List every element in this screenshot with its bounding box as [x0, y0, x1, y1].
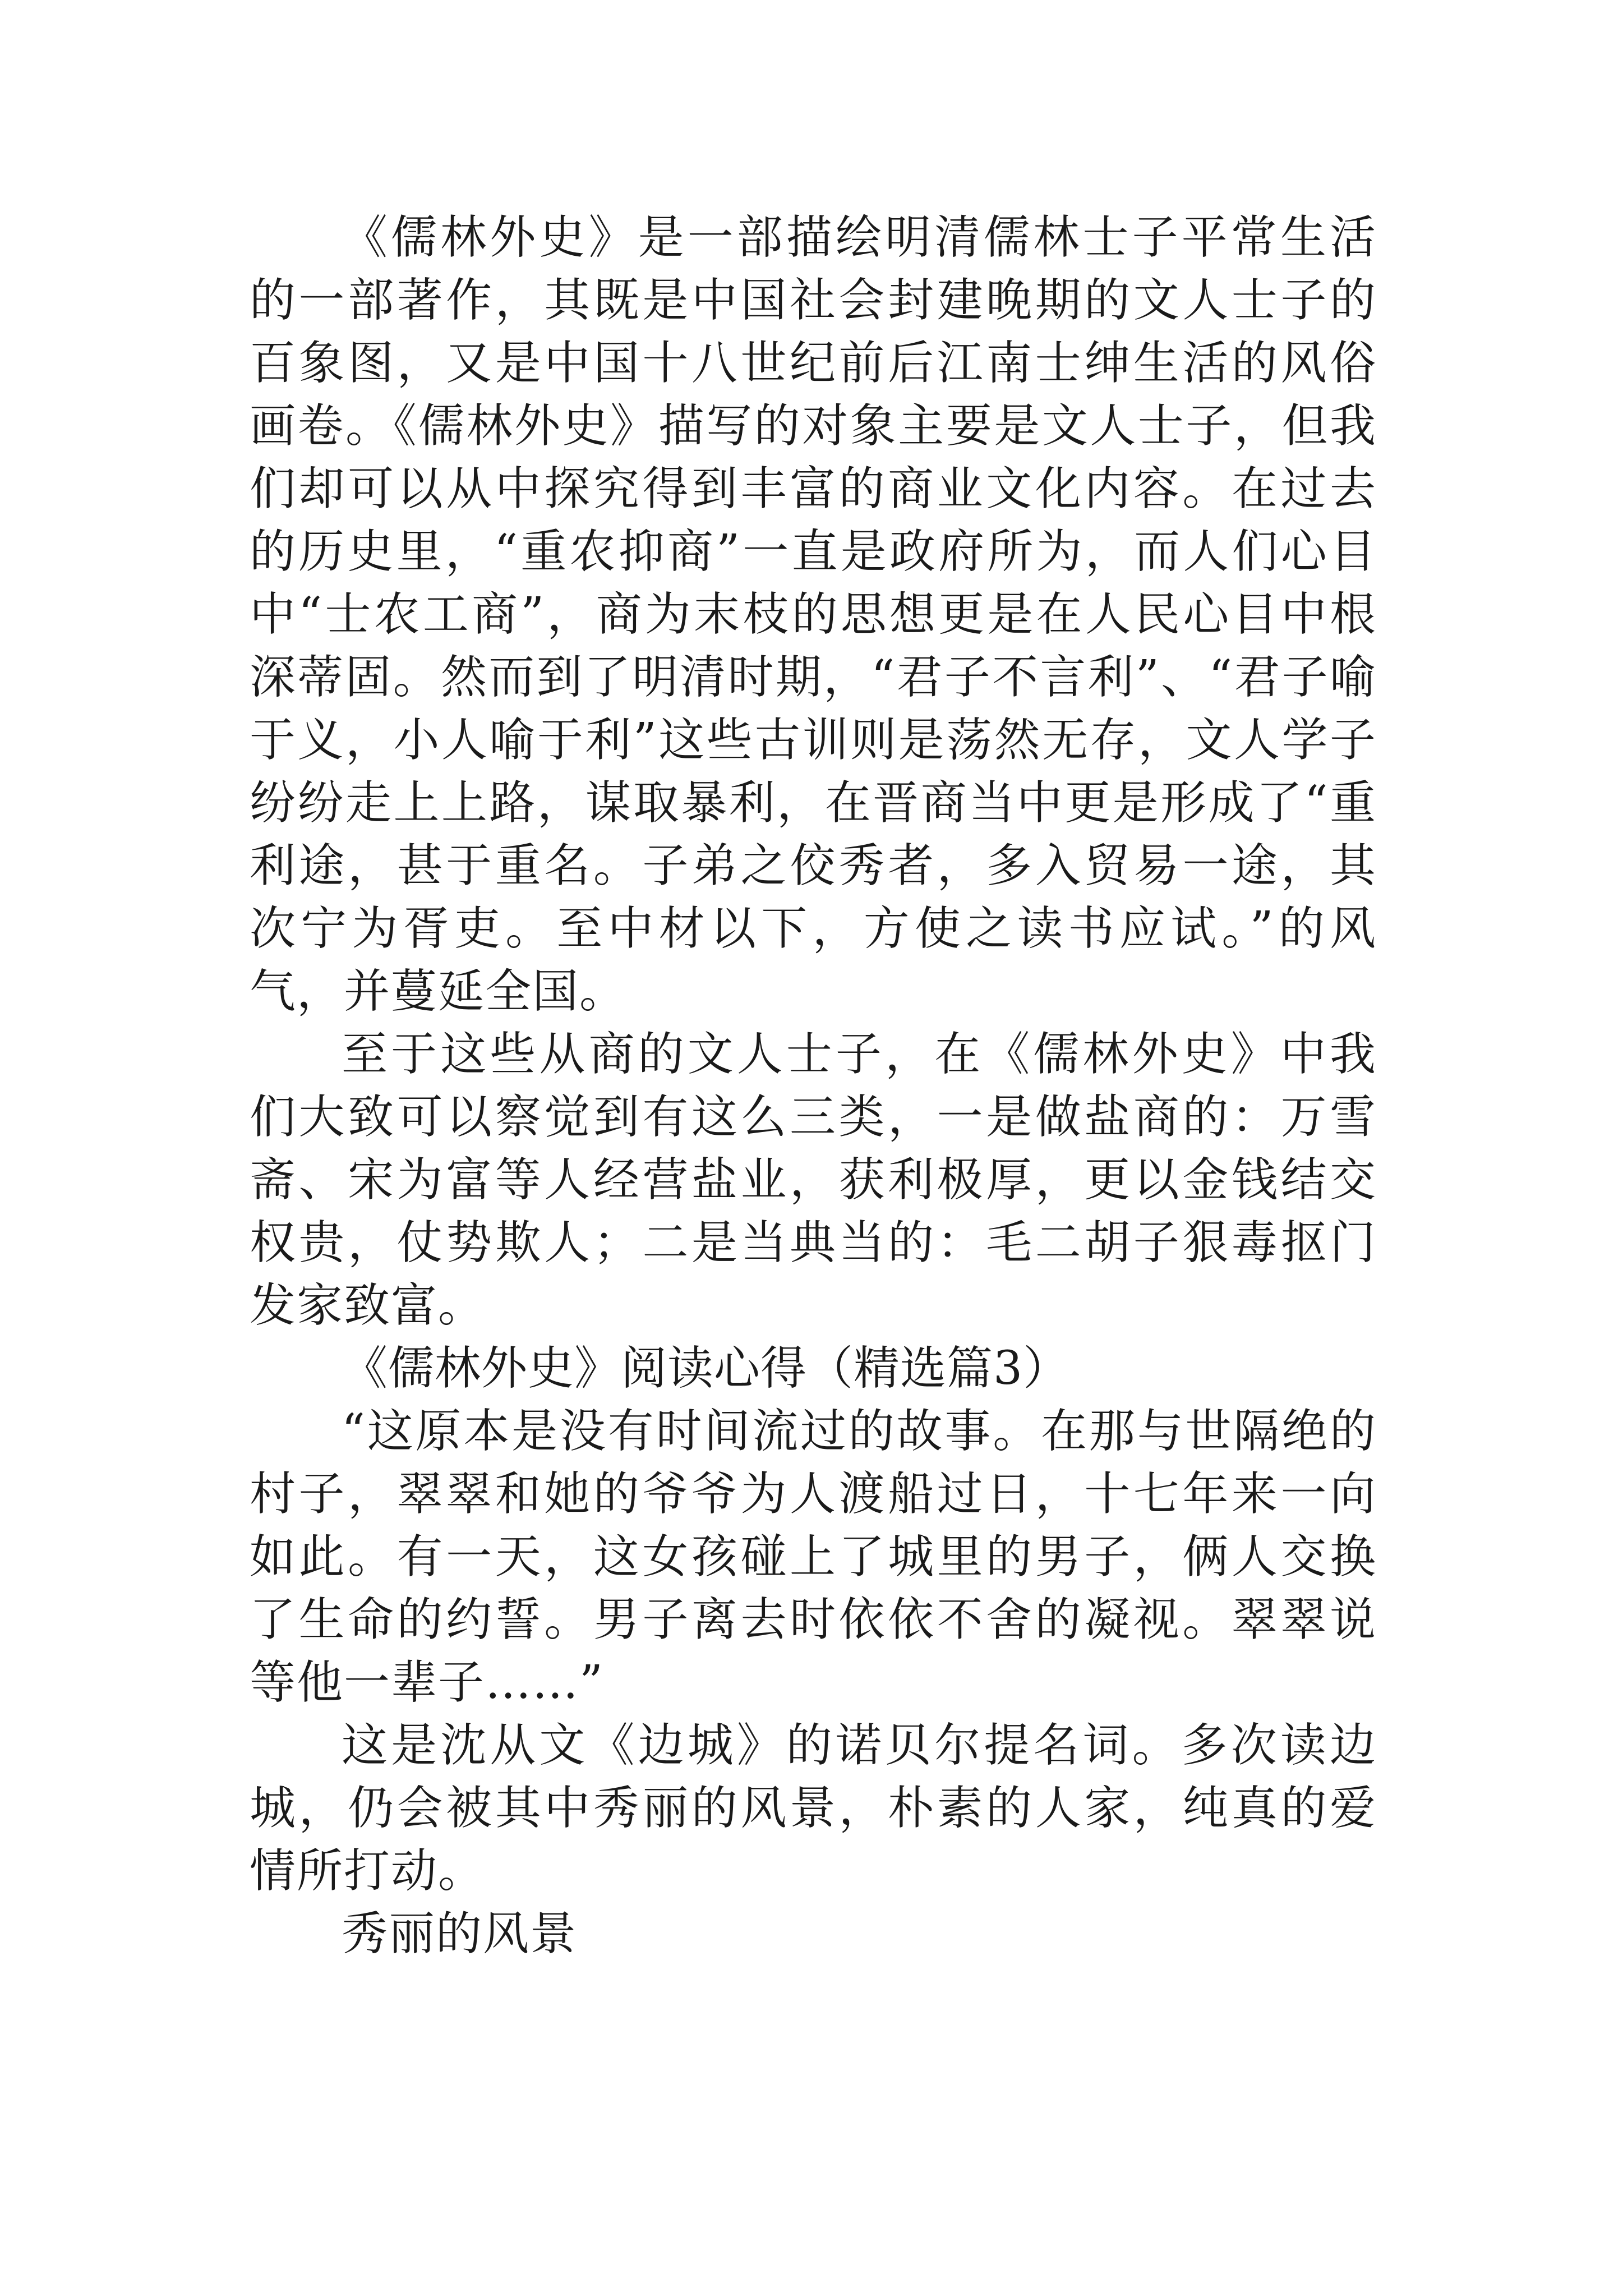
paragraph-border-town: 这是沈从文《边城》的诺贝尔提名词。多次读边城，仍会被其中秀丽的风景，朴素的人家，纯真的爱情所打动。 — [250, 1719, 1377, 1898]
paragraph-salt-merchants-intro: 《儒林外史》是一部描绘明清儒林士子平常生活的一部著作，其既是中国社会封建晚期的文人士子的百象图，又是中国十八世纪前后江南士绅生活的风俗画卷。《儒林外史》描写的对象主要是文人士子，但我们却可以从中探究得到丰富的商业文化内容。在过去的历史里，“重农抑商”一直是政府所为，而人们心目中“士农工商”，商为末枝的思想更是在人民心目中根深蒂固。然而到了明清时期，“君子不言利”、“君子喻于义，小人喻于利”这些古训则是荡然无存，文人学子纷纷走上上路，谋取暴利，在晋商当中更是形成了“重利途，甚于重名。子弟之佼秀者，多入贸易一途，其次宁为胥吏。至中材以下，方使之读书应试。”的风气，并蔓延全国。 — [250, 211, 1377, 1018]
paragraph-merchant-types: 至于这些从商的文人士子，在《儒林外史》中我们大致可以察觉到有这么三类，一是做盐商的：万雪斋、宋为富等人经营盐业，获利极厚，更以金钱结交权贵，仗势欺人；二是当典当的：毛二胡子狠毒抠门发家致富。 — [250, 1028, 1377, 1332]
section-heading: 《儒林外史》阅读心得（精选篇3） — [342, 1342, 1070, 1395]
document-body — [250, 206, 1377, 1966]
paragraph-subheading: 秀丽的风景 — [342, 1907, 578, 1961]
paragraph-quote: “这原本是没有时间流过的故事。在那与世隔绝的村子，翠翠和她的爷爷为人渡船过日，十七年来一向如此。有一天，这女孩碰上了城里的男子，俩人交换了生命的约誓。男子离去时依依不舍的凝视。翠翠说等他一辈子……” — [250, 1405, 1377, 1709]
